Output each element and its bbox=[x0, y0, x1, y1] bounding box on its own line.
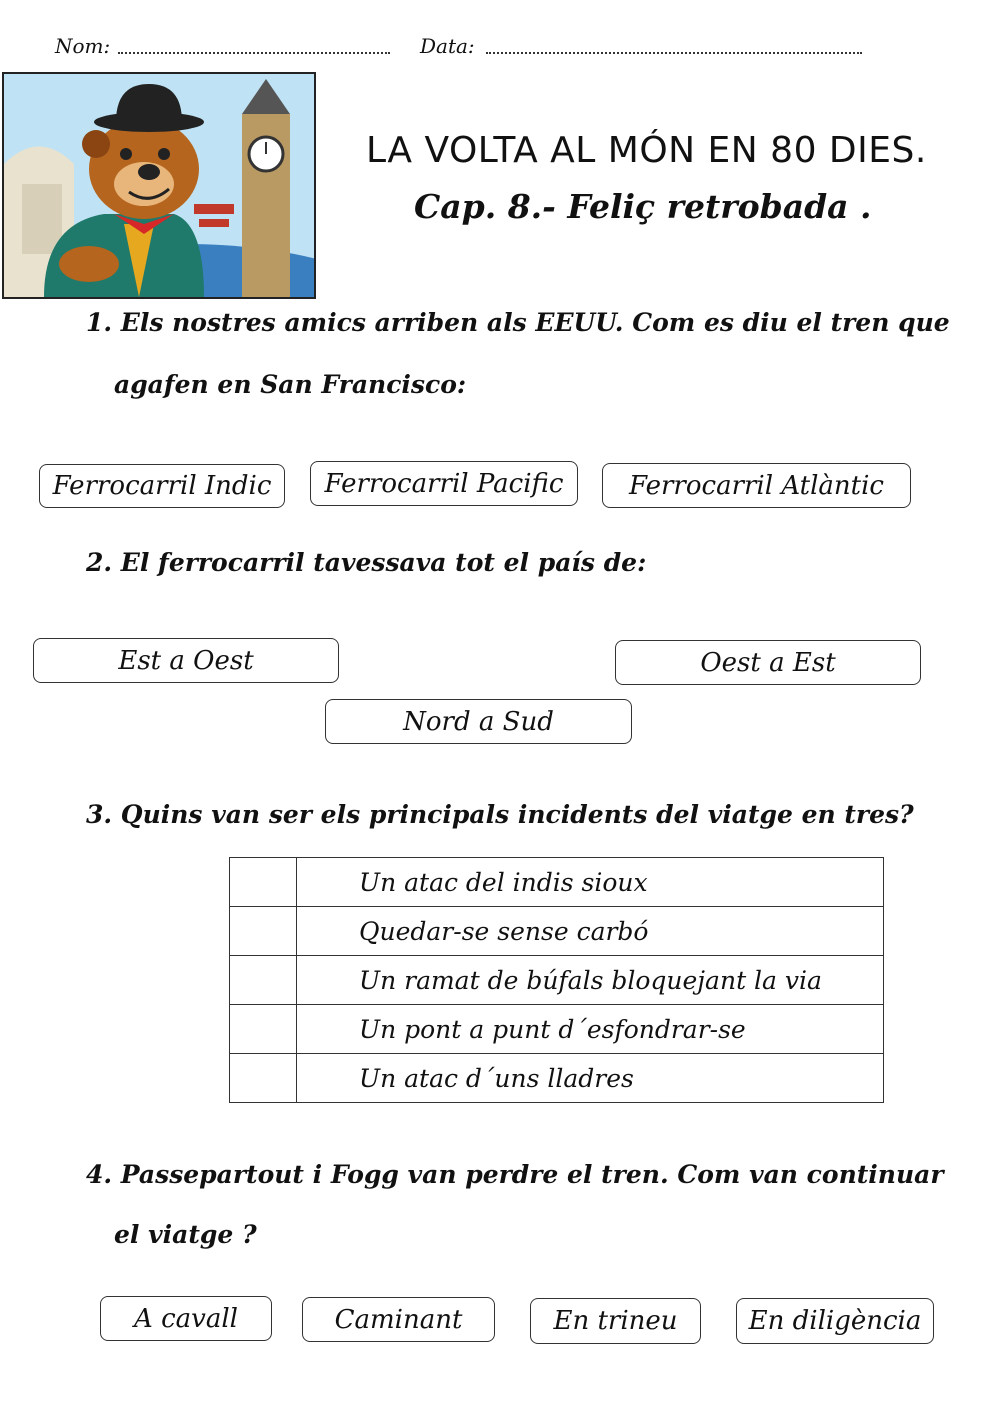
incident-checkbox-5[interactable] bbox=[230, 1054, 297, 1103]
cartoon-bear-image bbox=[4, 74, 314, 297]
q1-option-ferrocarril-atlantic[interactable]: Ferrocarril Atlàntic bbox=[602, 463, 911, 508]
illustration-bear-big-ben bbox=[2, 72, 316, 299]
incident-text-1: Un atac del indis sioux bbox=[297, 858, 884, 907]
incident-text-3: Un ramat de búfals bloquejant la via bbox=[297, 956, 884, 1005]
incident-text-4: Un pont a punt d´esfondrar-se bbox=[297, 1005, 884, 1054]
question-3: 3. Quins van ser els principals incidents del viatge en tres? bbox=[86, 800, 914, 829]
q1-option-ferrocarril-indic[interactable]: Ferrocarril Indic bbox=[39, 464, 285, 508]
name-input-line[interactable] bbox=[118, 52, 390, 54]
q4-option-en-diligencia[interactable]: En diligència bbox=[736, 1298, 934, 1344]
page-title: LA VOLTA AL MÓN EN 80 DIES. bbox=[366, 130, 927, 171]
q2-option-oest-a-est[interactable]: Oest a Est bbox=[615, 640, 921, 685]
incident-checkbox-1[interactable] bbox=[230, 858, 297, 907]
q2-option-est-a-oest[interactable]: Est a Oest bbox=[33, 638, 339, 683]
name-label: Nom: bbox=[55, 34, 111, 58]
date-label: Data: bbox=[420, 34, 475, 58]
table-row bbox=[230, 907, 884, 956]
q4-option-caminant[interactable]: Caminant bbox=[302, 1297, 495, 1342]
question-1-line-2: agafen en San Francisco: bbox=[114, 370, 467, 399]
question-4-line-2: el viatge ? bbox=[114, 1220, 257, 1249]
chapter-subtitle: Cap. 8.- Feliç retrobada . bbox=[414, 187, 872, 226]
table-row bbox=[230, 1054, 884, 1103]
incident-text-5: Un atac d´uns lladres bbox=[297, 1054, 884, 1103]
incidents-table bbox=[229, 857, 884, 1103]
incident-checkbox-3[interactable] bbox=[230, 956, 297, 1005]
table-row bbox=[230, 956, 884, 1005]
q4-option-a-cavall[interactable]: A cavall bbox=[100, 1296, 272, 1341]
question-4-line-1: 4. Passepartout i Fogg van perdre el tren. Com van continuar bbox=[86, 1160, 944, 1189]
q4-option-en-trineu[interactable]: En trineu bbox=[530, 1298, 701, 1344]
incident-checkbox-4[interactable] bbox=[230, 1005, 297, 1054]
date-input-line[interactable] bbox=[486, 52, 862, 54]
incident-text-2: Quedar-se sense carbó bbox=[297, 907, 884, 956]
q1-option-ferrocarril-pacific[interactable]: Ferrocarril Pacific bbox=[310, 461, 578, 506]
table-row bbox=[230, 1005, 884, 1054]
table-row bbox=[230, 858, 884, 907]
q2-option-nord-a-sud[interactable]: Nord a Sud bbox=[325, 699, 632, 744]
question-1-line-1: 1. Els nostres amics arriben als EEUU. Com es diu el tren que bbox=[86, 308, 950, 337]
question-2: 2. El ferrocarril tavessava tot el país de: bbox=[86, 548, 647, 577]
incident-checkbox-2[interactable] bbox=[230, 907, 297, 956]
